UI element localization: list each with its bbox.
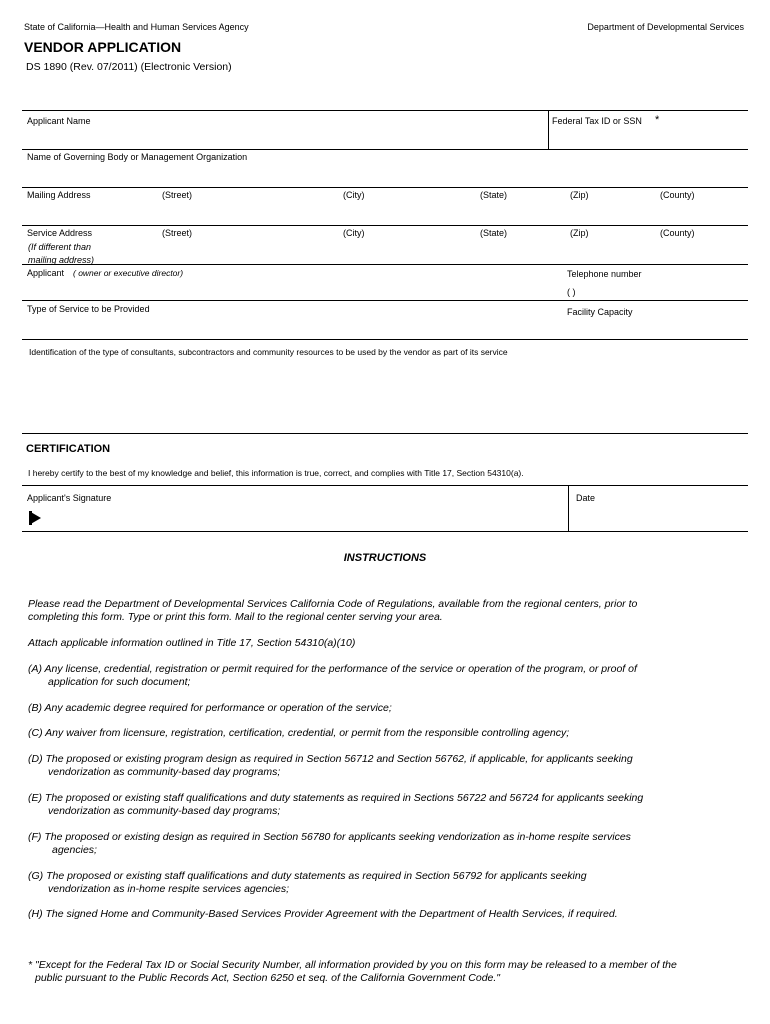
item-line: (F) The proposed or existing design as required in Section 56780 for applicants seeking vendorization as in-home respite services	[28, 831, 631, 843]
item-line: (E) The proposed or existing staff qualifications and duty statements as required in Sections 56722 and 56724 for applicants seeking	[28, 792, 644, 804]
mailing-zip-label: (Zip)	[570, 190, 589, 200]
date-field[interactable]: Date	[576, 493, 596, 503]
instruction-item-g	[28, 870, 744, 896]
column-divider	[568, 485, 569, 531]
item-continuation: vendorization as community-based day programs;	[48, 805, 281, 817]
instructions-heading: INSTRUCTIONS	[343, 552, 427, 564]
item-continuation: application for such document;	[48, 676, 191, 688]
instruction-item-e	[28, 792, 744, 818]
item-line: (A) Any license, credential, registration or permit required for the performance of the service or operation of the program, or proof of	[28, 663, 637, 675]
item-line: (B) Any academic degree required for performance or operation of the service;	[28, 702, 392, 714]
certification-heading: CERTIFICATION	[26, 443, 111, 455]
instruction-item-c	[28, 727, 744, 740]
row-divider	[22, 433, 748, 434]
service-zip-label: (Zip)	[570, 228, 589, 238]
identification-field[interactable]: Identification of the type of consultants, subcontractors and community resources to be used by the vendor as part of its service	[29, 347, 508, 357]
item-continuation: vendorization as community-based day programs;	[48, 766, 281, 778]
row-divider	[22, 531, 748, 532]
row-divider	[22, 264, 748, 265]
service-address-field[interactable]: Service Address	[27, 228, 93, 238]
mailing-city-label: (City)	[343, 190, 365, 200]
governing-body-field[interactable]: Name of Governing Body or Management Organization	[27, 152, 248, 162]
row-divider	[22, 300, 748, 301]
item-line: (H) The signed Home and Community-Based Services Provider Agreement with the Department of Health Services, if required.	[28, 908, 618, 920]
instruction-item-d	[28, 753, 744, 779]
mailing-county-label: (County)	[660, 190, 695, 200]
item-line: (G) The proposed or existing staff qualifications and duty statements as required in Section 56792 for applicants seeking	[28, 870, 587, 882]
applicant-field[interactable]: Applicant	[27, 268, 65, 278]
row-divider	[22, 149, 748, 150]
service-state-label: (State)	[480, 228, 508, 238]
instructions-intro	[28, 598, 744, 624]
instruction-item-b	[28, 702, 744, 715]
column-divider	[548, 110, 549, 149]
certification-statement: I hereby certify to the best of my knowledge and belief, this information is true, correct, and complies with Title 17, Section 54310(a).	[28, 468, 524, 478]
row-divider	[22, 485, 748, 486]
attach-line: Attach applicable information outlined in Title 17, Section 54310(a)(10)	[28, 637, 356, 649]
item-continuation: vendorization as in-home respite services agencies;	[48, 883, 290, 895]
phone-area-code: ( )	[567, 287, 576, 297]
intro-line-1: Please read the Department of Developmental Services California Code of Regulations, available from the regional centers, prior to	[28, 598, 638, 610]
service-city-label: (City)	[343, 228, 365, 238]
item-continuation: agencies;	[52, 844, 97, 856]
form-title: VENDOR APPLICATION	[24, 39, 182, 55]
agency-line: State of California—Health and Human Services Agency	[24, 22, 249, 32]
instruction-item-a	[28, 663, 744, 689]
row-divider	[22, 225, 748, 226]
footnote	[28, 959, 744, 985]
owner-director-note: ( owner or executive director)	[73, 268, 184, 278]
service-county-label: (County)	[660, 228, 695, 238]
instruction-item-h	[28, 908, 744, 921]
asterisk-marker: *	[655, 114, 660, 126]
signature-field[interactable]: Applicant's Signature	[27, 493, 112, 503]
mailing-address-field[interactable]: Mailing Address	[27, 190, 91, 200]
intro-line-2: completing this form. Type or print this form. Mail to the regional center serving your area.	[28, 611, 443, 623]
item-line: (C) Any waiver from licensure, registration, certification, credential, or permit from the responsible controlling agency;	[28, 727, 570, 739]
row-divider	[22, 187, 748, 188]
footnote-line-2: public pursuant to the Public Records Act, Section 6250 et seq. of the California Government Code."	[35, 972, 501, 984]
applicant-name-field[interactable]: Applicant Name	[27, 116, 91, 126]
signature-arrow-bar-icon	[29, 511, 32, 525]
row-divider	[22, 339, 748, 340]
if-different-note: (If different than	[28, 242, 92, 252]
mailing-state-label: (State)	[480, 190, 508, 200]
form-number: DS 1890 (Rev. 07/2011) (Electronic Version)	[26, 61, 232, 73]
facility-capacity-field[interactable]: Facility Capacity	[567, 307, 633, 317]
mailing-street-label: (Street)	[162, 190, 193, 200]
form-top-rule	[22, 110, 748, 111]
service-street-label: (Street)	[162, 228, 193, 238]
service-type-field[interactable]: Type of Service to be Provided	[27, 304, 150, 314]
instruction-item-f	[28, 831, 744, 857]
mailing-address-note: mailing address)	[28, 255, 95, 265]
item-line: (D) The proposed or existing program design as required in Section 56712 and Section 56762, if applicable, for applicants seeking	[28, 753, 633, 765]
department-line: Department of Developmental Services	[587, 22, 744, 32]
footnote-line-1: * "Except for the Federal Tax ID or Social Security Number, all information provided by you on this form may be released to a member of the	[28, 959, 677, 971]
telephone-field[interactable]: Telephone number	[567, 269, 642, 279]
federal-tax-id-field[interactable]: Federal Tax ID or SSN	[552, 116, 642, 126]
